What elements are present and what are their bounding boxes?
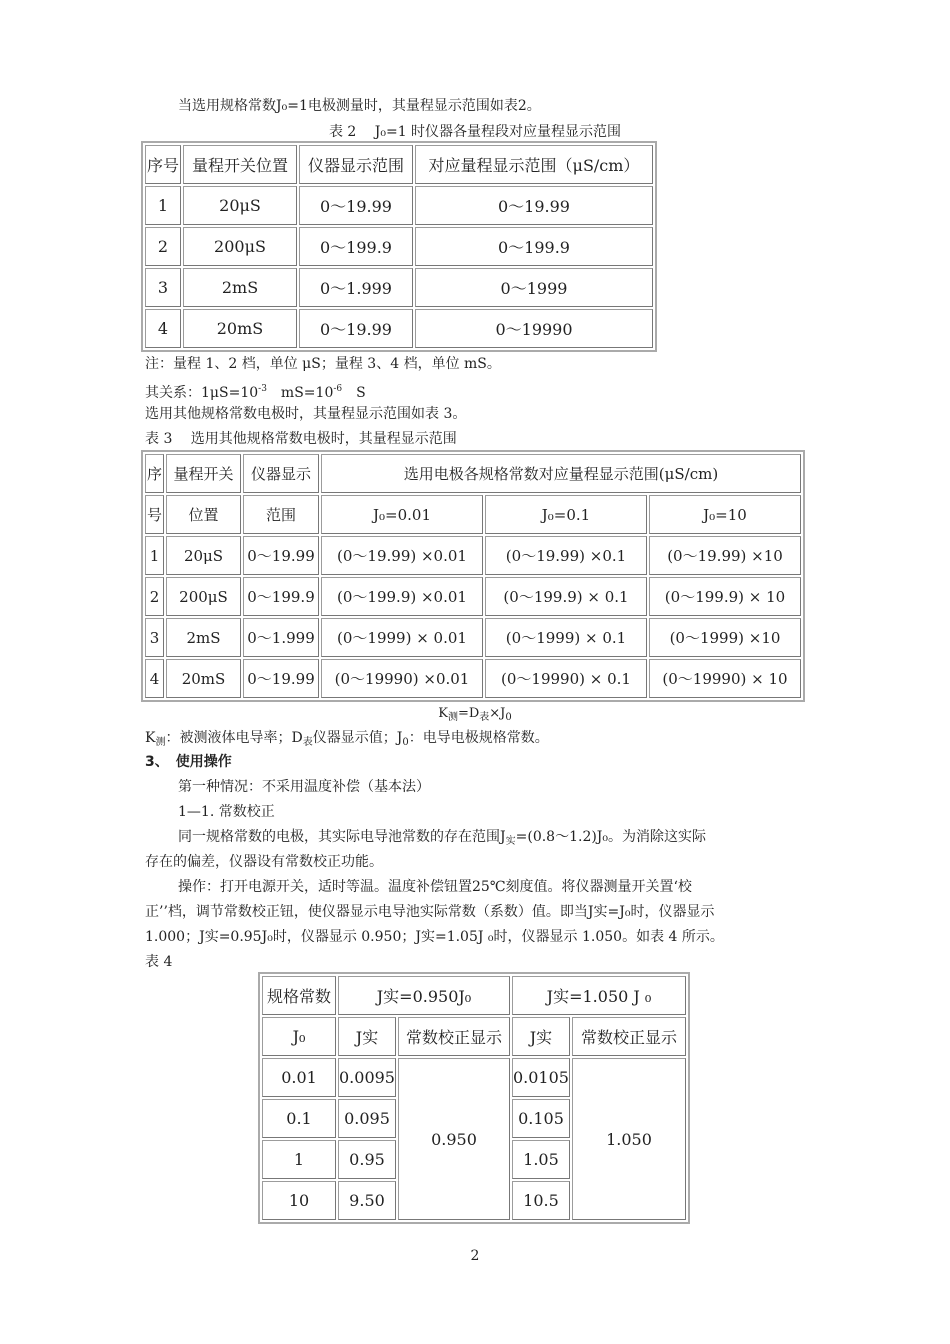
legend-text: K bbox=[145, 730, 156, 746]
table-cell: (0～199.9) × 10 bbox=[649, 577, 801, 616]
header-cell: 序号 bbox=[145, 145, 181, 184]
table-cell: (0～1999) × 0.01 bbox=[321, 618, 483, 657]
table-cell: 0.0105 bbox=[512, 1058, 570, 1097]
table-header-row bbox=[145, 145, 653, 184]
table-cell: 20μS bbox=[183, 186, 297, 225]
header-cell: J实 bbox=[338, 1017, 396, 1056]
header-cell: 对应量程显示范围（μS/cm） bbox=[415, 145, 653, 184]
subscript: 测 bbox=[155, 737, 166, 748]
table-cell: 0～199.9 bbox=[243, 577, 319, 616]
table-cell: 0.0095 bbox=[338, 1058, 396, 1097]
group-header-cell: J实=0.950J₀ bbox=[338, 976, 510, 1015]
table-cell: 20mS bbox=[183, 309, 297, 348]
note-ranges: 注：量程 1、2 档，单位 μS；量程 3、4 档，单位 mS。 bbox=[145, 356, 501, 372]
table-row bbox=[145, 536, 801, 575]
legend-text: 仪器显示值；J bbox=[312, 730, 403, 746]
table-cell: 0.095 bbox=[338, 1099, 396, 1138]
table-cell: 20μS bbox=[166, 536, 241, 575]
table-cell: 0～19.99 bbox=[415, 186, 653, 225]
table2-caption: 表 2 J₀=1 时仪器各量程段对应量程显示范围 bbox=[328, 124, 622, 140]
header-cell: 规格常数 bbox=[262, 976, 336, 1015]
table-cell: (0～19.99) ×0.01 bbox=[321, 536, 483, 575]
header-cell: 常数校正显示 bbox=[398, 1017, 510, 1056]
formula-text: ×J bbox=[489, 706, 506, 721]
table-cell: 0.01 bbox=[262, 1058, 336, 1097]
relation-text: mS=10 bbox=[266, 385, 334, 401]
header-cell: J₀=10 bbox=[649, 495, 801, 534]
table-2 bbox=[141, 141, 657, 352]
table-cell: 9.50 bbox=[338, 1181, 396, 1220]
table-cell: (0～19990) × 0.1 bbox=[485, 659, 647, 698]
group-header-cell: 选用电极各规格常数对应量程显示范围(μS/cm) bbox=[321, 454, 801, 493]
subscript: 实 bbox=[505, 836, 516, 847]
paragraph-line: 正’’档，调节常数校正钮，使仪器显示电导池实际常数（系数）值。即当J实=J₀时，仪器显示 bbox=[145, 904, 715, 920]
header-cell: 位置 bbox=[166, 495, 241, 534]
table-cell: 0～19.99 bbox=[243, 536, 319, 575]
paragraph-line: 1.000；J实=0.95J₀时，仪器显示 0.950；J实=1.05J ₀时，仪器显示 1.050。如表 4 所示。 bbox=[145, 929, 724, 945]
formula-text: K bbox=[438, 706, 448, 721]
header-cell: 号 bbox=[145, 495, 164, 534]
table-cell: 0～1.999 bbox=[243, 618, 319, 657]
table-row bbox=[145, 268, 653, 307]
paragraph-line: 操作：打开电源开关，适时等温。温度补偿钮置25℃刻度值。将仪器测量开关置‘校 bbox=[178, 879, 692, 895]
subscript: 0 bbox=[505, 712, 512, 723]
paragraph-text: =(0.8～1.2)J₀。为消除这实际 bbox=[515, 829, 707, 845]
relation-line bbox=[145, 380, 366, 402]
relation-text: S bbox=[342, 385, 366, 401]
table-row bbox=[145, 186, 653, 225]
subscript: 表 bbox=[479, 712, 490, 723]
table-cell: 4 bbox=[145, 309, 181, 348]
table-cell: 200μS bbox=[183, 227, 297, 266]
legend-text: ：电导电极规格常数。 bbox=[408, 730, 549, 746]
header-cell: J₀=0.1 bbox=[485, 495, 647, 534]
header-cell: 常数校正显示 bbox=[572, 1017, 686, 1056]
subscript: 0 bbox=[402, 737, 409, 748]
paragraph-text: 同一规格常数的电极，其实际电导池常数的存在范围J bbox=[178, 829, 506, 845]
step-heading: 1—1. 常数校正 bbox=[178, 804, 275, 820]
table-cell: (0～19.99) ×0.1 bbox=[485, 536, 647, 575]
relation-text: 其关系：1μS=10 bbox=[145, 385, 259, 401]
table-row bbox=[145, 577, 801, 616]
case-line: 第一种情况：不采用温度补偿（基本法） bbox=[178, 779, 430, 795]
header-cell: 量程开关位置 bbox=[183, 145, 297, 184]
other-electrode-line: 选用其他规格常数电极时，其量程显示范围如表 3。 bbox=[145, 406, 467, 422]
table-header-row bbox=[262, 1017, 686, 1056]
intro-line: 当选用规格常数J₀=1电极测量时，其量程显示范围如表2。 bbox=[178, 98, 541, 114]
table-cell: 200μS bbox=[166, 577, 241, 616]
header-cell: 仪器显示范围 bbox=[299, 145, 413, 184]
table-cell: 2 bbox=[145, 227, 181, 266]
legend-text: ：被测液体电导率；D bbox=[165, 730, 303, 746]
header-cell: 仪器显示 bbox=[243, 454, 319, 493]
table-cell: 0～199.9 bbox=[415, 227, 653, 266]
table-cell: 10 bbox=[262, 1181, 336, 1220]
table-cell: 1 bbox=[262, 1140, 336, 1179]
header-cell: 范围 bbox=[243, 495, 319, 534]
table-cell: 0～19.99 bbox=[299, 186, 413, 225]
table-cell: 0～1.999 bbox=[299, 268, 413, 307]
calibration-cell: 0.950 bbox=[398, 1058, 510, 1220]
table-cell: 0～199.9 bbox=[299, 227, 413, 266]
table3-caption: 表 3 选用其他规格常数电极时，其量程显示范围 bbox=[145, 431, 457, 447]
table-cell: (0～19.99) ×10 bbox=[649, 536, 801, 575]
exponent: -3 bbox=[258, 384, 267, 394]
table-4 bbox=[258, 972, 690, 1224]
table4-caption: 表 4 bbox=[145, 954, 173, 970]
table-row bbox=[145, 659, 801, 698]
paragraph-line: 存在的偏差，仪器设有常数校正功能。 bbox=[145, 854, 383, 870]
table-header-row bbox=[145, 495, 801, 534]
page-number: 2 bbox=[470, 1248, 480, 1264]
table-cell: 1 bbox=[145, 536, 164, 575]
subscript: 测 bbox=[447, 712, 458, 723]
table-cell: 0.1 bbox=[262, 1099, 336, 1138]
formula-legend bbox=[145, 729, 549, 752]
table-cell: 2mS bbox=[183, 268, 297, 307]
table-header-row bbox=[262, 976, 686, 1015]
exponent: -6 bbox=[333, 384, 343, 394]
header-cell: J实 bbox=[512, 1017, 570, 1056]
table-row bbox=[262, 1058, 686, 1097]
subscript: 表 bbox=[302, 737, 313, 748]
table-row bbox=[145, 309, 653, 348]
group-header-cell: J实=1.050 J ₀ bbox=[512, 976, 686, 1015]
table-cell: 3 bbox=[145, 618, 164, 657]
table-cell: 1 bbox=[145, 186, 181, 225]
table-cell: 2 bbox=[145, 577, 164, 616]
header-cell: J₀ bbox=[262, 1017, 336, 1056]
table-cell: (0～199.9) ×0.01 bbox=[321, 577, 483, 616]
paragraph-line bbox=[178, 828, 706, 851]
table-cell: 0.95 bbox=[338, 1140, 396, 1179]
formula-text: =D bbox=[457, 706, 480, 721]
table-cell: 20mS bbox=[166, 659, 241, 698]
table-cell: 0～19990 bbox=[415, 309, 653, 348]
table-cell: (0～19990) × 10 bbox=[649, 659, 801, 698]
table-cell: 0～1999 bbox=[415, 268, 653, 307]
header-cell: 量程开关 bbox=[166, 454, 241, 493]
table-cell: 2mS bbox=[166, 618, 241, 657]
section-heading: 3、 使用操作 bbox=[145, 754, 232, 770]
table-cell: 0～19.99 bbox=[243, 659, 319, 698]
table-cell: 0.105 bbox=[512, 1099, 570, 1138]
table-cell: (0～199.9) × 0.1 bbox=[485, 577, 647, 616]
table-header-row bbox=[145, 454, 801, 493]
calibration-cell: 1.050 bbox=[572, 1058, 686, 1220]
header-cell: J₀=0.01 bbox=[321, 495, 483, 534]
table-cell: (0～1999) × 0.1 bbox=[485, 618, 647, 657]
formula bbox=[0, 705, 950, 727]
table-3 bbox=[141, 450, 805, 702]
table-row bbox=[145, 618, 801, 657]
table-cell: (0～1999) ×10 bbox=[649, 618, 801, 657]
table-cell: (0～19990) ×0.01 bbox=[321, 659, 483, 698]
table-cell: 10.5 bbox=[512, 1181, 570, 1220]
table-cell: 4 bbox=[145, 659, 164, 698]
table-cell: 0～19.99 bbox=[299, 309, 413, 348]
table-cell: 3 bbox=[145, 268, 181, 307]
table-cell: 1.05 bbox=[512, 1140, 570, 1179]
header-cell: 序 bbox=[145, 454, 164, 493]
table-row bbox=[145, 227, 653, 266]
